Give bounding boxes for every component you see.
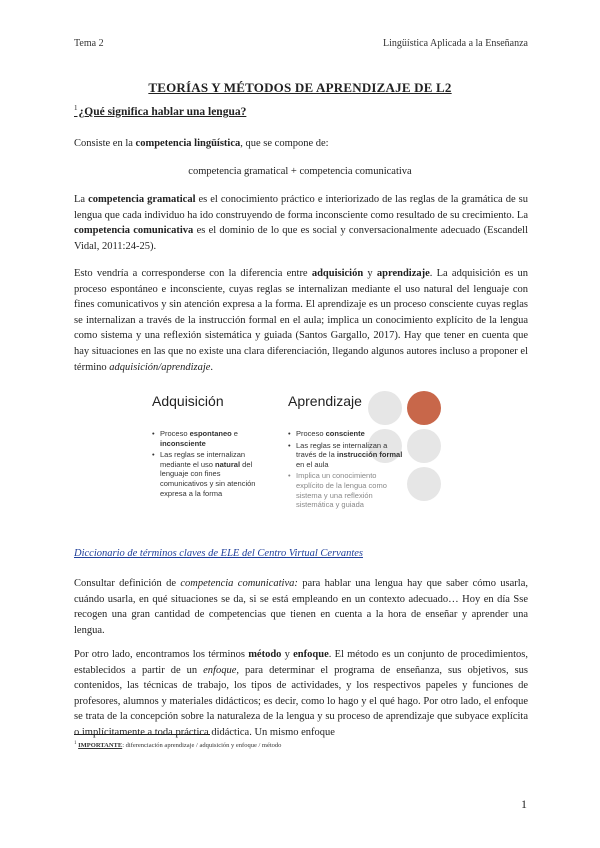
term-competencia-linguistica: competencia lingüística [135, 138, 241, 149]
footnote-separator [74, 734, 210, 735]
paragraph-competencia: Consiste en la competencia lingüística, que se compone de: [74, 138, 329, 149]
footnote-label: IMPORTANTE [78, 742, 123, 750]
formula: competencia gramatical + competencia comunicativa [188, 166, 412, 177]
header-left: Tema 2 [74, 38, 104, 49]
decor-circle-1 [368, 391, 402, 425]
decor-circle-accent [407, 391, 441, 425]
page-number: 1 [521, 797, 527, 811]
term-adquisicion-aprendizaje: adquisición/aprendizaje [109, 361, 211, 373]
figure-head-adquisicion: Adquisición [152, 393, 224, 409]
figure-head-aprendizaje: Aprendizaje [288, 393, 362, 409]
list-item: • Proceso consciente [288, 429, 406, 439]
footnote-ref[interactable]: 1 [74, 104, 78, 112]
cvc-dictionary-link[interactable]: Diccionario de términos claves de ELE del Centro Virtual Cervantes [74, 548, 363, 559]
term-aprendizaje: aprendizaje [376, 268, 430, 279]
decor-circle-3 [407, 429, 441, 463]
term-competencia-comunicativa: competencia comunicativa [74, 225, 194, 237]
comparison-figure [150, 385, 450, 510]
decor-circle-4 [407, 467, 441, 501]
list-item: • Las reglas se internalizan a través de la instrucción formal en el aula [288, 441, 406, 470]
footnote: $^1$ IMPORTANTE: diferenciación aprendizaje / adquisición y enfoque / método [74, 741, 282, 750]
term-competencia-comunicativa-def: competencia comunicativa: [180, 578, 298, 589]
term-enfoque-italic: enfoque [203, 664, 237, 676]
term-competencia-gramatical: competencia gramatical [88, 194, 196, 205]
paragraph-metodo-enfoque: Por otro lado, encontramos los términos método y enfoque. El método es un conjunto de procedimientos, establecidos a partir de un enfoque, para determinar el programa de enseñanza, sus objetivos, sus contenidos, las técnicas de trabajo, los tipos de actividades, y los respectivos papeles y funciones de profesores, alumnos y materiales didácticos; es decir, como lo hago y el qué hago. Por otro lado, el enfoque se trata de la concepción sobre la naturaleza de la lengua y su proceso de aprendizaje que subyace explícita o implícitamente a toda práctica didáctica. Un mismo enfoque [74, 649, 528, 738]
paragraph-definitions: La competencia gramatical es el conocimiento práctico e interiorizado de las reglas de la gramática de su lengua que cada individuo ha ido construyendo de forma inconsciente como resultado de su crecimiento. La competencia comunicativa es el dominio de lo que es social y conversacionalmente adecuado (Escandell Vidal, 2011:24-25). [74, 194, 528, 252]
paragraph-adquisicion-aprendizaje: Esto vendría a corresponderse con la diferencia entre adquisición y aprendizaje. La adquisición es un proceso espontáneo e inconsciente, cuyas reglas se internalizan mediante el uso natural del lenguaje con fines comunicativos y sin atención expresa a la forma. El aprendizaje es un proceso consciente cuyas reglas se internalizan a través de la instrucción formal en el aula; implica un conocimiento explícito de la lengua como sistema y una reflexión sistemática y guiada (Santos Gargallo, 2017). Hay que tener en cuenta que hay situaciones en las que no existe una clara diferenciación, llegando algunos autores incluso a proponer el término adquisición/aprendizaje. [74, 268, 529, 373]
list-item: • Proceso espontaneo e inconsciente [152, 429, 270, 448]
figure-list-adquisicion [152, 429, 270, 500]
list-item: • Implica un conocimiento explícito de la lengua como sistema y una reflexión sistemática y guiada [288, 471, 406, 509]
figure-list-aprendizaje [288, 429, 406, 512]
page-title: TEORÍAS Y MÉTODOS DE APRENDIZAJE DE L2 [148, 80, 452, 95]
paragraph-consultar: Consultar definición de competencia comunicativa: para hablar una lengua hay que saber cómo usarla, cuándo usarla, en qué situaciones se da, si se está empleando en un contexto adecuado… Hoy en día Sse recogen una gran cantidad de competencias que tienen en cuenta a la hora de enseñar y aprender una lengua. [74, 578, 528, 636]
term-enfoque: enfoque [293, 649, 329, 660]
section-question [74, 104, 246, 118]
list-item: • Las reglas se internalizan mediante el uso natural del lenguaje con fines comunicativos y sin atención expresa a la forma [152, 450, 270, 498]
term-adquisicion: adquisición [311, 268, 364, 279]
header-right: Lingüística Aplicada a la Enseñanza [383, 38, 528, 49]
question-text: ¿Qué significa hablar una lengua? [78, 105, 247, 118]
term-metodo: método [248, 649, 282, 660]
